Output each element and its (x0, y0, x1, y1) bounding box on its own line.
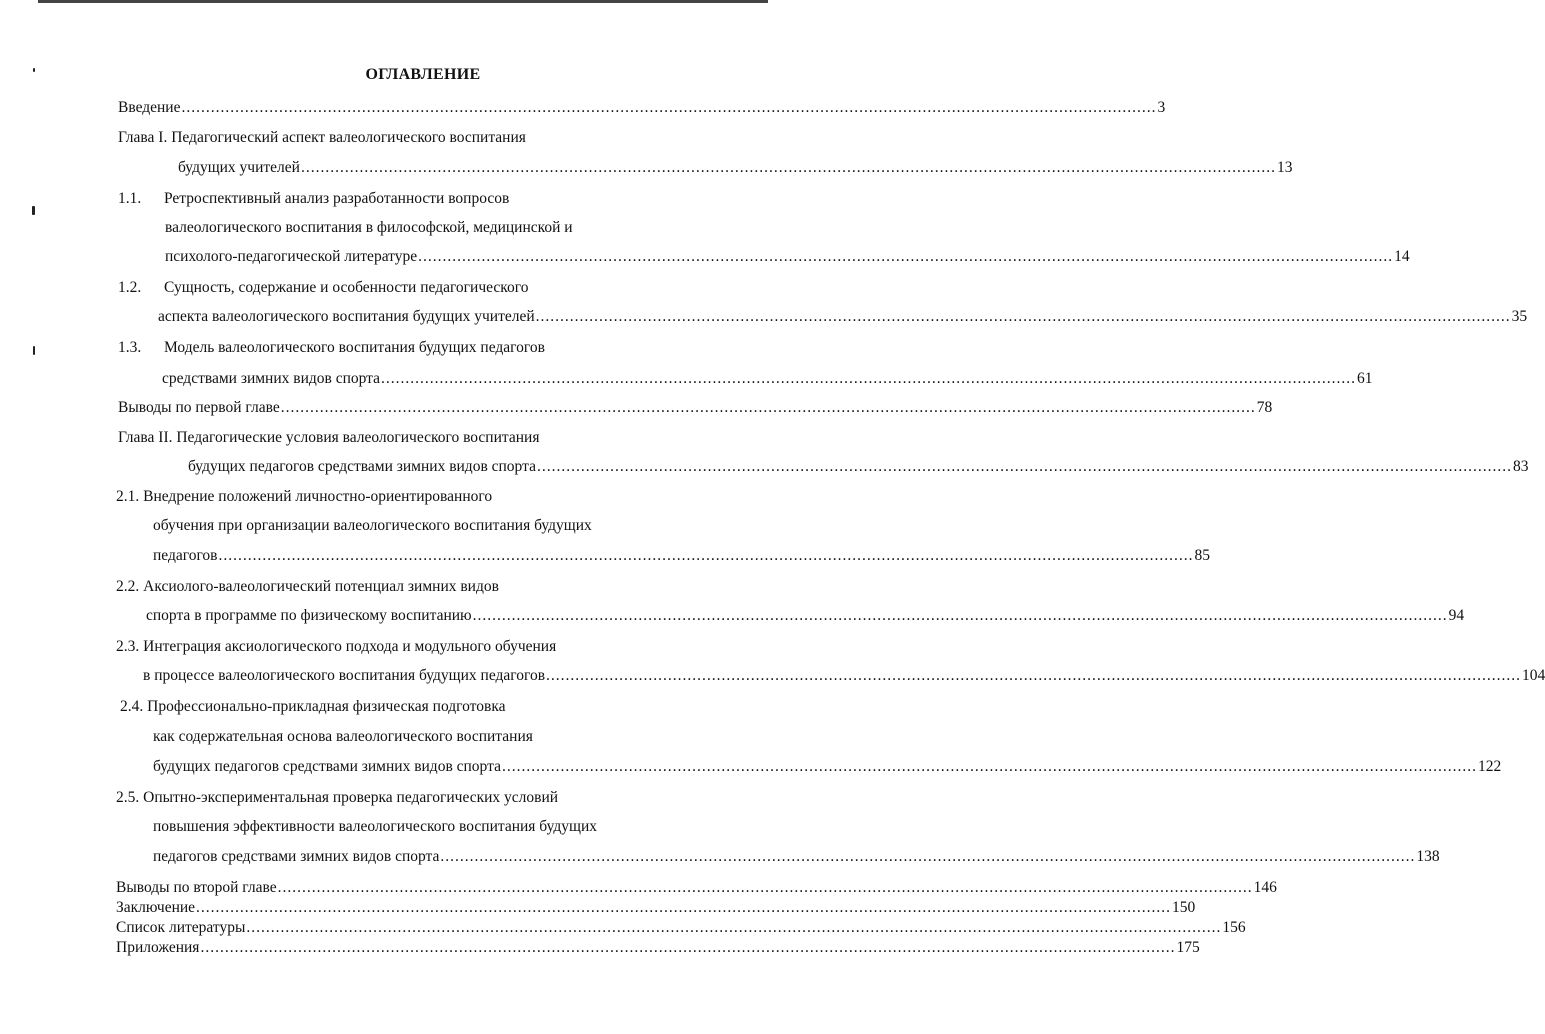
toc-entry-text: Список литературы (116, 919, 246, 936)
toc-entry-line (116, 637, 556, 657)
toc-entry-text: Глава I. Педагогический аспект валеологического воспитания (118, 129, 526, 146)
toc-entry-line (153, 727, 533, 747)
toc-page-number: 104 (1522, 667, 1545, 684)
toc-entry-line (116, 788, 558, 808)
toc-page-number: 35 (1511, 308, 1528, 325)
toc-page-number: 94 (1448, 607, 1465, 624)
toc-entry-line (153, 757, 1502, 777)
toc-entry-line (118, 428, 539, 448)
toc-entry-number: 1.1. (118, 190, 142, 207)
toc-page-number: 83 (1512, 458, 1529, 475)
toc-entry-text: 2.2. Аксиолого-валеологический потенциал зимних видов (116, 578, 499, 595)
toc-entry-text: 2.1. Внедрение положений личностно-ориентированного (116, 488, 493, 505)
toc-entry-text: 2.5. Опытно-экспериментальная проверка педагогических условий (116, 789, 559, 806)
toc-entry-line (120, 697, 506, 717)
toc-page-number: 13 (1276, 159, 1293, 176)
toc-entry-text: обучения при организации валеологического воспитания будущих (153, 517, 592, 534)
toc-entry-text: Приложения (116, 939, 200, 956)
toc-dot-leader: ........................................................................................................................................................................................................ (277, 879, 1253, 896)
scan-speck (32, 206, 35, 215)
toc-dot-leader: ........................................................................................................................................................................................................ (535, 308, 1511, 325)
toc-page-number: 3 (1157, 99, 1166, 116)
toc-entry-text: психолого-педагогической литературе (165, 248, 418, 265)
toc-page-number: 61 (1357, 370, 1373, 387)
toc-entry-line (153, 817, 597, 837)
toc-entry-line (158, 307, 1528, 327)
toc-page-number: 150 (1172, 899, 1196, 916)
toc-dot-leader: ........................................................................................................................................................................................................ (440, 848, 1416, 865)
toc-entry-line (153, 847, 1440, 867)
toc-page-number: 146 (1253, 879, 1277, 896)
toc-entry-text: средствами зимних видов спорта (162, 370, 381, 387)
toc-dot-leader: ........................................................................................................................................................................................................ (246, 919, 1222, 936)
toc-entry-text: Ретроспективный анализ разработанности вопросов (164, 190, 510, 207)
toc-page-number: 85 (1194, 547, 1210, 564)
toc-entry-text: будущих педагогов средствами зимних видов спорта (188, 458, 536, 475)
toc-entry-text: педагогов средствами зимних видов спорта (153, 848, 440, 865)
toc-entry-line (118, 98, 1166, 118)
toc-entry-line (165, 218, 573, 238)
toc-entry-line (116, 898, 1196, 918)
toc-entry-line (118, 128, 526, 148)
toc-entry-text: Выводы по первой главе (118, 399, 280, 416)
toc-entry-text: в процессе валеологического воспитания будущих педагогов (143, 667, 546, 684)
toc-entry-text: Введение (118, 99, 181, 116)
toc-entry-line (116, 878, 1277, 898)
toc-entry-text: будущих учителей (178, 159, 300, 176)
toc-dot-leader: ........................................................................................................................................................................................................ (300, 159, 1276, 176)
page-title: ОГЛАВЛЕНИЕ (365, 66, 481, 83)
toc-page-number: 122 (1477, 758, 1502, 775)
toc-entry-line (153, 516, 592, 536)
toc-entry-text: Модель валеологического воспитания будущих педагогов (164, 339, 545, 356)
toc-entry-line (146, 606, 1465, 626)
toc-entry-text: валеологического воспитания в философской, медицинской и (165, 219, 573, 236)
toc-entry-text: Заключение (116, 899, 196, 916)
toc-dot-leader: ........................................................................................................................................................................................................ (546, 667, 1522, 684)
toc-dot-leader: ........................................................................................................................................................................................................ (381, 370, 1357, 387)
toc-dot-leader: ........................................................................................................................................................................................................ (536, 458, 1512, 475)
toc-entry-number: 1.3. (118, 339, 142, 356)
toc-entry-text: будущих педагогов средствами зимних видов спорта (153, 758, 501, 775)
toc-dot-leader: ........................................................................................................................................................................................................ (200, 939, 1176, 956)
toc-page-number: 138 (1416, 848, 1440, 865)
toc-entry-line (118, 278, 529, 298)
toc-entry-number: 1.2. (118, 279, 142, 296)
toc-entry-line (162, 369, 1373, 389)
toc-entry-text: Сущность, содержание и особенности педагогического (164, 279, 529, 296)
toc-dot-leader: ........................................................................................................................................................................................................ (218, 547, 1194, 564)
toc-entry-text: спорта в программе по физическому воспитанию (146, 607, 472, 624)
scan-speck (33, 346, 35, 355)
toc-entry-line (118, 189, 509, 209)
toc-page-number: 14 (1394, 248, 1410, 265)
toc-dot-leader: ........................................................................................................................................................................................................ (280, 399, 1256, 416)
toc-page-number: 156 (1222, 919, 1246, 936)
toc-dot-leader: ........................................................................................................................................................................................................ (418, 248, 1394, 265)
toc-entry-text: педагогов (153, 547, 218, 564)
toc-entry-line (116, 918, 1246, 938)
toc-entry-line (118, 338, 545, 358)
toc-entry-line (118, 398, 1273, 418)
toc-entry-text: повышения эффективности валеологического воспитания будущих (153, 818, 597, 835)
toc-entry-text: Глава II. Педагогические условия валеологического воспитания (118, 429, 540, 446)
toc-entry-line (116, 938, 1200, 958)
toc-entry-text: как содержательная основа валеологического воспитания (153, 728, 533, 745)
toc-page-number: 78 (1256, 399, 1273, 416)
toc-dot-leader: ........................................................................................................................................................................................................ (472, 607, 1448, 624)
toc-entry-line (178, 158, 1293, 178)
toc-entry-line (165, 247, 1410, 267)
toc-dot-leader: ........................................................................................................................................................................................................ (196, 899, 1172, 916)
toc-entry-text: аспекта валеологического воспитания будущих учителей (158, 308, 535, 325)
toc-entry-line (153, 546, 1210, 566)
toc-entry-line (143, 666, 1545, 686)
toc-entry-line (188, 457, 1529, 477)
toc-entry-line (116, 487, 492, 507)
toc-page-number: 175 (1176, 939, 1200, 956)
toc-entry-text: 2.3. Интеграция аксиологического подхода и модульного обучения (116, 638, 557, 655)
toc-dot-leader: ........................................................................................................................................................................................................ (181, 99, 1157, 116)
toc-entry-line (116, 577, 499, 597)
toc-entry-text: 2.4. Профессионально-прикладная физическая подготовка (120, 698, 506, 715)
scan-top-border (38, 0, 768, 3)
toc-entry-text: Выводы по второй главе (116, 879, 277, 896)
toc-dot-leader: ........................................................................................................................................................................................................ (501, 758, 1477, 775)
